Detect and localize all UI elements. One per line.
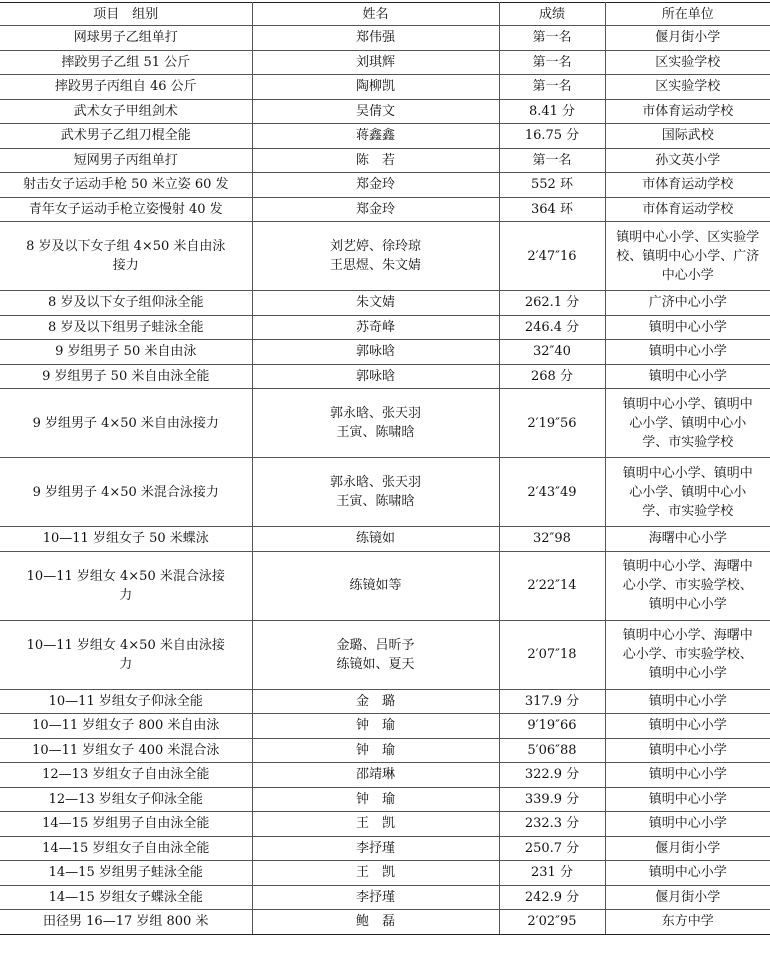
- table-row: [0, 50, 770, 75]
- result-cell: 552 环: [499, 173, 605, 198]
- name-cell: 朱文婧: [252, 291, 499, 316]
- event-cell: 10—11 岁组女 4×50 米自由泳接 力: [0, 620, 252, 689]
- table-row: [0, 714, 770, 739]
- table-row: [0, 340, 770, 365]
- name-cell: 郑金玲: [252, 173, 499, 198]
- event-cell: 青年女子运动手枪立姿慢射 40 发: [0, 197, 252, 222]
- event-cell: 摔跤男子乙组 51 公斤: [0, 50, 252, 75]
- table-row: [0, 364, 770, 389]
- unit-cell: 广济中心小学: [605, 291, 770, 316]
- event-cell: 短网男子丙组单打: [0, 148, 252, 173]
- event-cell: 14—15 岁组男子自由泳全能: [0, 812, 252, 837]
- name-cell: 郭永晗、张天羽 王寅、陈啸晗: [252, 458, 499, 527]
- event-cell: 武术女子甲组剑术: [0, 99, 252, 124]
- unit-cell: 国际武校: [605, 124, 770, 149]
- event-cell: 9 岁组男子 50 米自由泳: [0, 340, 252, 365]
- name-cell: 陈 若: [252, 148, 499, 173]
- unit-cell: 镇明中心小学、区实验学 校、镇明中心小学、广济 中心小学: [605, 222, 770, 291]
- result-cell: 2′22″14: [499, 551, 605, 620]
- name-cell: 郭咏晗: [252, 364, 499, 389]
- table-row: [0, 527, 770, 552]
- name-cell: 练镜如等: [252, 551, 499, 620]
- event-cell: 12—13 岁组女子仰泳全能: [0, 787, 252, 812]
- unit-cell: 镇明中心小学: [605, 861, 770, 886]
- event-cell: 8 岁及以下女子组仰泳全能: [0, 291, 252, 316]
- table-row: [0, 99, 770, 124]
- unit-cell: 区实验学校: [605, 75, 770, 100]
- header-row: [0, 3, 770, 26]
- table-row: [0, 861, 770, 886]
- unit-cell: 镇明中心小学: [605, 315, 770, 340]
- table-row: [0, 124, 770, 149]
- event-cell: 武术男子乙组刀棍全能: [0, 124, 252, 149]
- table-row: [0, 885, 770, 910]
- unit-cell: 镇明中心小学: [605, 714, 770, 739]
- event-cell: 10—11 岁组女子 800 米自由泳: [0, 714, 252, 739]
- name-cell: 郭永晗、张天羽 王寅、陈啸晗: [252, 389, 499, 458]
- unit-cell: 镇明中心小学: [605, 738, 770, 763]
- event-cell: 14—15 岁组女子蝶泳全能: [0, 885, 252, 910]
- event-cell: 摔跤男子丙组自 46 公斤: [0, 75, 252, 100]
- table-row: [0, 689, 770, 714]
- result-cell: 8.41 分: [499, 99, 605, 124]
- event-cell: 10—11 岁组女子仰泳全能: [0, 689, 252, 714]
- table-row: [0, 291, 770, 316]
- result-cell: 339.9 分: [499, 787, 605, 812]
- header-result: 成绩: [499, 3, 605, 26]
- table-row: [0, 389, 770, 458]
- unit-cell: 市体育运动学校: [605, 173, 770, 198]
- name-cell: 郑伟强: [252, 26, 499, 51]
- name-cell: 刘琪辉: [252, 50, 499, 75]
- unit-cell: 镇明中心小学: [605, 812, 770, 837]
- unit-cell: 镇明中心小学: [605, 763, 770, 788]
- table-row: [0, 197, 770, 222]
- unit-cell: 镇明中心小学、镇明中 心小学、镇明中心小 学、市实验学校: [605, 458, 770, 527]
- table-row: [0, 812, 770, 837]
- unit-cell: 海曙中心小学: [605, 527, 770, 552]
- unit-cell: 镇明中心小学: [605, 340, 770, 365]
- event-cell: 10—11 岁组女子 400 米混合泳: [0, 738, 252, 763]
- name-cell: 苏奇峰: [252, 315, 499, 340]
- name-cell: 陶柳凯: [252, 75, 499, 100]
- name-cell: 郭咏晗: [252, 340, 499, 365]
- result-cell: 2′47″16: [499, 222, 605, 291]
- unit-cell: 镇明中心小学、镇明中 心小学、镇明中心小 学、市实验学校: [605, 389, 770, 458]
- result-cell: 2′43″49: [499, 458, 605, 527]
- header-name: 姓名: [252, 3, 499, 26]
- event-cell: 10—11 岁组女子 50 米蝶泳: [0, 527, 252, 552]
- header-event: 项目 组别: [0, 3, 252, 26]
- table-row: [0, 222, 770, 291]
- table-row: [0, 173, 770, 198]
- table-body: [0, 26, 770, 935]
- name-cell: 蒋鑫鑫: [252, 124, 499, 149]
- unit-cell: 偃月街小学: [605, 885, 770, 910]
- name-cell: 郑金玲: [252, 197, 499, 222]
- result-cell: 第一名: [499, 75, 605, 100]
- name-cell: 鲍 磊: [252, 910, 499, 935]
- name-cell: 邵靖琳: [252, 763, 499, 788]
- event-cell: 9 岁组男子 4×50 米混合泳接力: [0, 458, 252, 527]
- name-cell: 金璐、吕昕予 练镜如、夏天: [252, 620, 499, 689]
- table-row: [0, 836, 770, 861]
- name-cell: 王 凯: [252, 861, 499, 886]
- result-cell: 第一名: [499, 26, 605, 51]
- result-cell: 2′19″56: [499, 389, 605, 458]
- table-row: [0, 26, 770, 51]
- unit-cell: 镇明中心小学、海曙中 心小学、市实验学校、 镇明中心小学: [605, 551, 770, 620]
- result-cell: 232.3 分: [499, 812, 605, 837]
- table-row: [0, 763, 770, 788]
- table-row: [0, 458, 770, 527]
- name-cell: 李抒瑾: [252, 885, 499, 910]
- name-cell: 练镜如: [252, 527, 499, 552]
- result-cell: 250.7 分: [499, 836, 605, 861]
- result-cell: 242.9 分: [499, 885, 605, 910]
- unit-cell: 孙文英小学: [605, 148, 770, 173]
- table-row: [0, 551, 770, 620]
- unit-cell: 镇明中心小学: [605, 689, 770, 714]
- result-cell: 9′19″66: [499, 714, 605, 739]
- table-row: [0, 315, 770, 340]
- result-cell: 32″40: [499, 340, 605, 365]
- table-row: [0, 787, 770, 812]
- name-cell: 刘艺婷、徐玲琼 王思煜、朱文婧: [252, 222, 499, 291]
- unit-cell: 镇明中心小学: [605, 364, 770, 389]
- result-cell: 2′07″18: [499, 620, 605, 689]
- name-cell: 李抒瑾: [252, 836, 499, 861]
- result-cell: 246.4 分: [499, 315, 605, 340]
- table-row: [0, 620, 770, 689]
- result-cell: 2′02″95: [499, 910, 605, 935]
- results-table: [0, 2, 770, 935]
- table-row: [0, 148, 770, 173]
- result-cell: 317.9 分: [499, 689, 605, 714]
- unit-cell: 区实验学校: [605, 50, 770, 75]
- result-cell: 32″98: [499, 527, 605, 552]
- unit-cell: 市体育运动学校: [605, 99, 770, 124]
- result-cell: 16.75 分: [499, 124, 605, 149]
- unit-cell: 镇明中心小学、海曙中 心小学、市实验学校、 镇明中心小学: [605, 620, 770, 689]
- event-cell: 14—15 岁组女子自由泳全能: [0, 836, 252, 861]
- event-cell: 9 岁组男子 50 米自由泳全能: [0, 364, 252, 389]
- result-cell: 231 分: [499, 861, 605, 886]
- result-cell: 364 环: [499, 197, 605, 222]
- unit-cell: 镇明中心小学: [605, 787, 770, 812]
- unit-cell: 东方中学: [605, 910, 770, 935]
- event-cell: 10—11 岁组女 4×50 米混合泳接 力: [0, 551, 252, 620]
- name-cell: 王 凯: [252, 812, 499, 837]
- table-row: [0, 910, 770, 935]
- unit-cell: 偃月街小学: [605, 26, 770, 51]
- event-cell: 9 岁组男子 4×50 米自由泳接力: [0, 389, 252, 458]
- table-row: [0, 75, 770, 100]
- unit-cell: 市体育运动学校: [605, 197, 770, 222]
- event-cell: 网球男子乙组单打: [0, 26, 252, 51]
- unit-cell: 偃月街小学: [605, 836, 770, 861]
- result-cell: 262.1 分: [499, 291, 605, 316]
- event-cell: 田径男 16—17 岁组 800 米: [0, 910, 252, 935]
- event-cell: 14—15 岁组男子蛙泳全能: [0, 861, 252, 886]
- event-cell: 射击女子运动手枪 50 米立姿 60 发: [0, 173, 252, 198]
- name-cell: 金 璐: [252, 689, 499, 714]
- table-row: [0, 738, 770, 763]
- name-cell: 钟 瑜: [252, 787, 499, 812]
- result-cell: 268 分: [499, 364, 605, 389]
- result-cell: 第一名: [499, 50, 605, 75]
- result-cell: 5′06″88: [499, 738, 605, 763]
- header-unit: 所在单位: [605, 3, 770, 26]
- event-cell: 8 岁及以下女子组 4×50 米自由泳 接力: [0, 222, 252, 291]
- result-cell: 第一名: [499, 148, 605, 173]
- name-cell: 吴倩文: [252, 99, 499, 124]
- event-cell: 12—13 岁组女子自由泳全能: [0, 763, 252, 788]
- name-cell: 钟 瑜: [252, 738, 499, 763]
- result-cell: 322.9 分: [499, 763, 605, 788]
- name-cell: 钟 瑜: [252, 714, 499, 739]
- event-cell: 8 岁及以下组男子蛙泳全能: [0, 315, 252, 340]
